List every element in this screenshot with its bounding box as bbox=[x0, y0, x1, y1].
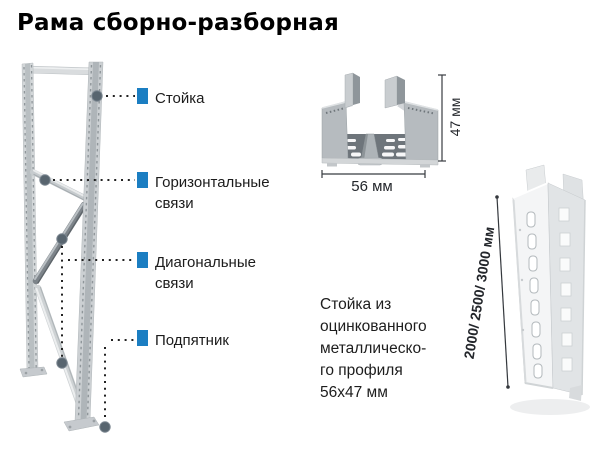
callout-text: Горизонтальные связи bbox=[155, 174, 270, 212]
foot-plate-right bbox=[64, 417, 99, 431]
callout-dot-foot-plate bbox=[100, 422, 110, 432]
foot-plate-left bbox=[20, 367, 47, 377]
post-description bbox=[320, 294, 427, 404]
callout-dot-horizontal-braces bbox=[40, 175, 50, 185]
left-upright bbox=[22, 63, 38, 373]
description-line: металлическо- bbox=[320, 340, 427, 357]
description-line: го профиля bbox=[320, 362, 403, 379]
column-height-dimension-label: 2000/ 2500/ 3000 мм bbox=[460, 225, 498, 360]
profile-cross-section-illustration bbox=[300, 60, 470, 185]
column-shadow bbox=[510, 399, 590, 415]
dimension-line-height bbox=[438, 75, 446, 161]
column-right-face bbox=[548, 183, 585, 401]
callout-dot-diagonal-lower bbox=[57, 358, 67, 368]
legend-marker bbox=[137, 330, 148, 346]
right-upright bbox=[75, 62, 103, 421]
dimension-line-width bbox=[322, 170, 425, 178]
description-line: 56х47 мм bbox=[320, 384, 388, 401]
page-title: Рама сборно-разборная bbox=[17, 10, 339, 36]
callout-label-horizontal-braces bbox=[137, 172, 273, 214]
legend-marker bbox=[137, 172, 148, 188]
callout-dot-diagonal-upper bbox=[57, 234, 67, 244]
callout-text: Стойка bbox=[155, 90, 205, 107]
width-dimension-label: 56 мм bbox=[351, 178, 393, 195]
description-line: Стойка из bbox=[320, 296, 392, 313]
description-line: оцинкованного bbox=[320, 318, 427, 335]
legend-marker bbox=[137, 88, 148, 104]
diagonal-brace-lower bbox=[37, 288, 83, 407]
callout-label-foot-plate bbox=[137, 330, 273, 351]
callout-text: Подпятник bbox=[155, 332, 229, 349]
height-dimension-label: 47 мм bbox=[447, 97, 463, 137]
callout-dot-post bbox=[92, 91, 102, 101]
callout-label-post bbox=[137, 88, 273, 109]
profile-right-hook bbox=[385, 76, 405, 108]
frame-illustration bbox=[0, 55, 150, 449]
callout-label-diagonal-braces bbox=[137, 252, 273, 294]
legend-marker bbox=[137, 252, 148, 268]
profile-left-hook bbox=[345, 73, 360, 108]
horizontal-brace bbox=[33, 171, 87, 202]
callout-text: Диагональные связи bbox=[155, 254, 256, 292]
column-front-face bbox=[513, 183, 553, 388]
